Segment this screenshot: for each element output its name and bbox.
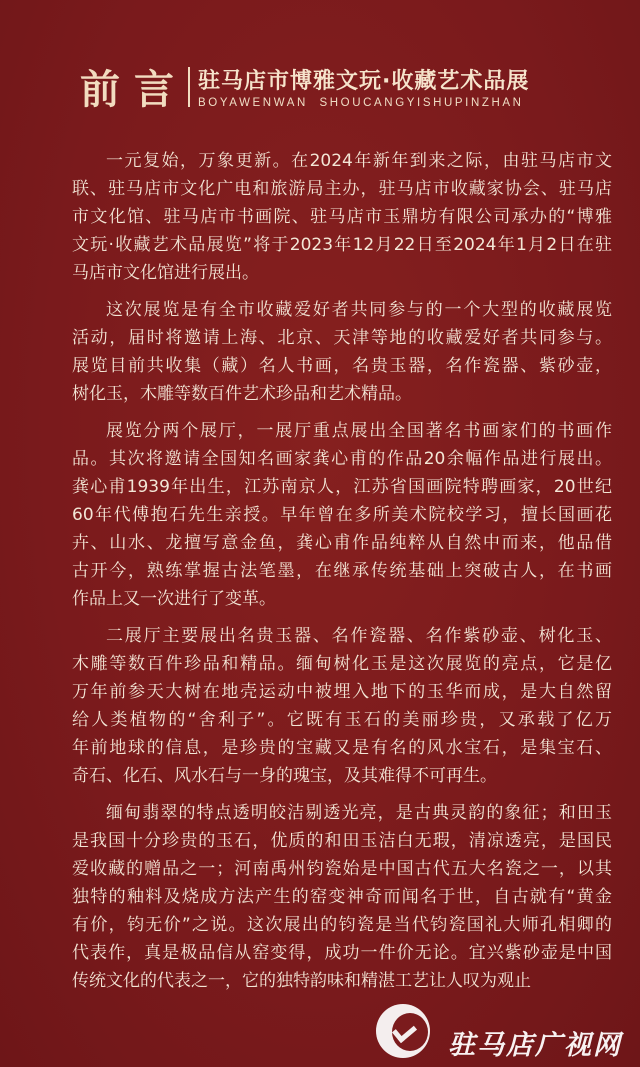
paragraph-line: 是我国十分珍贵的玉石，优质的和田玉洁白无瑕，清凉透亮，是国民	[72, 831, 612, 851]
paragraph	[72, 622, 612, 790]
paragraph-line: 展览目前共收集（藏）名人书画，名贵玉器，名作瓷器、紫砂壶，	[72, 356, 612, 376]
paragraph-line: 市文化馆、驻马店市书画院、驻马店市玉鼎坊有限公司承办的“博雅	[72, 207, 612, 227]
paragraph-line: 缅甸翡翠的特点透明皎洁剔透光亮，是古典灵韵的象征；和田玉	[106, 803, 612, 823]
paragraph	[72, 417, 612, 613]
preface-title: 前言	[80, 67, 188, 113]
paragraph-line: 树化玉，木雕等数百件艺术珍品和艺术精品。	[72, 384, 412, 404]
paragraph-line: 60年代傅抱石先生亲授。早年曾在多所美术院校学习，擅长国画花	[72, 505, 612, 525]
paragraph-line: 爱收藏的赠品之一；河南禹州钧瓷始是中国古代五大名瓷之一，以其	[72, 859, 612, 879]
preface-body	[72, 147, 612, 1004]
exhibition-pinyin: BOYAWENWAN SHOUCANGYISHUPINZHAN	[198, 97, 524, 109]
paragraph	[72, 296, 612, 408]
paragraph-line: 卉、山水、龙擅写意金鱼，龚心甫作品纯粹从自然中而来，他品借	[72, 533, 612, 553]
paragraph-line: 文玩·收藏艺术品展览”将于2023年12月22日至2024年1月2日在驻	[72, 235, 612, 255]
paragraph-line: 万年前参天大树在地壳运动中被埋入地下的玉华而成，是大自然留	[72, 682, 612, 702]
paragraph-line: 二展厅主要展出名贵玉器、名作瓷器、名作紫砂壶、树化玉、	[106, 626, 612, 646]
title-divider	[188, 67, 190, 107]
paragraph-line: 有价，钧无价”之说。这次展出的钧瓷是当代钧瓷国礼大师孔相卿的	[72, 915, 612, 935]
exhibition-title: 驻马店市博雅文玩·收藏艺术品展	[198, 69, 530, 94]
paragraph-line: 作品上又一次进行了变革。	[72, 589, 276, 609]
paragraph-line: 给人类植物的“舍利子”。它既有玉石的美丽珍贵，又承载了亿万	[72, 710, 612, 730]
paragraph	[72, 799, 612, 995]
paragraph-line: 一元复始，万象更新。在2024年新年到来之际，由驻马店市文	[106, 151, 612, 171]
paragraph-line: 马店市文化馆进行展出。	[72, 263, 259, 283]
paragraph-line: 品。其次将邀请全国知名画家龚心甫的作品20余幅作品进行展出。	[72, 449, 612, 469]
paragraph-line: 奇石、化石、风水石与一身的瑰宝，及其难得不可再生。	[72, 766, 497, 786]
paragraph-line: 古开今，熟练掌握古法笔墨，在继承传统基础上突破古人，在书画	[72, 561, 612, 581]
paragraph-line: 独特的釉料及烧成方法产生的窑变神奇而闻名于世，自古就有“黄金	[72, 887, 612, 907]
paragraph-line: 联、驻马店市文化广电和旅游局主办，驻马店市收藏家协会、驻马店	[72, 179, 612, 199]
paragraph-line: 展览分两个展厅，一展厅重点展出全国著名书画家们的书画作	[106, 421, 612, 441]
paragraph-line: 木雕等数百件珍品和精品。缅甸树化玉是这次展览的亮点，它是亿	[72, 654, 612, 674]
paragraph-line: 年前地球的信息，是珍贵的宝藏又是有名的风水宝石，是集宝石、	[72, 738, 612, 758]
watermark-logo-icon	[376, 1004, 430, 1058]
paragraph-line: 龚心甫1939年出生，江苏南京人，江苏省国画院特聘画家，20世纪	[72, 477, 612, 497]
paragraph-line: 代表作，真是极品信从窑变得，成功一件价无论。宜兴紫砂壶是中国	[72, 943, 612, 963]
paragraph-line: 活动，届时将邀请上海、北京、天津等地的收藏爱好者共同参与。	[72, 328, 612, 348]
paragraph-line: 这次展览是有全市收藏爱好者共同参与的一个大型的收藏展览	[106, 300, 612, 320]
watermark-text: 驻马店广视网	[448, 1030, 622, 1061]
page-header	[80, 58, 529, 115]
paragraph-line: 传统文化的代表之一，它的独特韵味和精湛工艺让人叹为观止	[72, 971, 531, 991]
paragraph	[72, 147, 612, 287]
